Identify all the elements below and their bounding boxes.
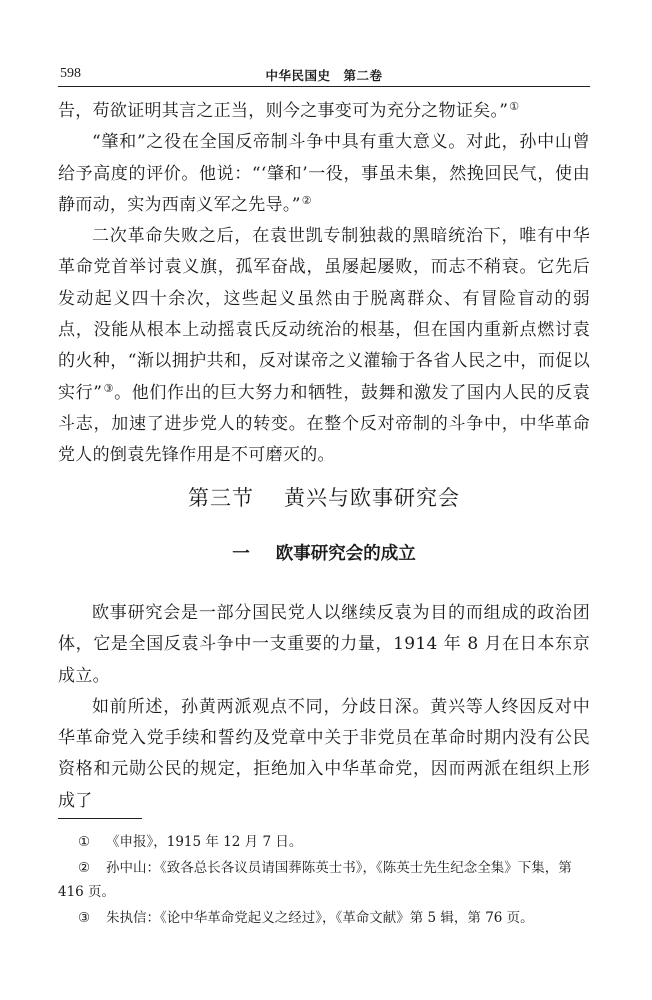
paragraph-text: 二次革命失败之后，在袁世凯专制独裁的黑暗统治下，唯有中华革命党首举讨袁义旗，孤军奋战，虽屡起屡败，而志不稍衰。它先后发动起义四十余次，这些起义虽然由于脱离群众、有冒险盲动的弱点，没能从根本上动摇袁氏反动统治的根基，但在国内重新点燃讨袁的火种，“渐以拥护共和，反对谋帝之义灌输于各省人民之中，而促以实行”	[58, 226, 590, 403]
subsection-title: 欧事研究会的成立	[275, 544, 416, 564]
book-page	[58, 0, 590, 1000]
footnote-text: 《申报》，1915 年 12 月 7 日。	[106, 834, 303, 850]
footnote-ref-3[interactable]: ③	[103, 381, 115, 395]
subsection-number: 一	[232, 544, 250, 564]
footnote-text: 朱执信：《论中华革命党起义之经过》，《革命文献》第 5 辑，第 76 页。	[106, 910, 534, 926]
footnote-mark: ②	[78, 860, 91, 876]
subsection-heading	[58, 540, 590, 565]
footnote-ref-2[interactable]: ②	[301, 193, 312, 207]
footnote-3	[58, 906, 590, 930]
section-title: 黄兴与欧事研究会	[284, 486, 460, 510]
footnote-mark: ③	[78, 910, 91, 926]
running-title: 中华民国史 第二卷	[265, 68, 383, 83]
footnotes	[58, 830, 590, 932]
paragraph-text: 告，苟欲证明其言之正当，则今之事变可为充分之物证矣。”	[58, 101, 509, 121]
paragraph-founding: 欧事研究会是一部分国民党人以继续反袁为目的而组成的政治团体，它是全国反袁斗争中一支重要的力量，1914 年 8 月在日本东京成立。	[58, 603, 590, 686]
paragraph-text: 。他们作出的巨大努力和牺牲，鼓舞和激发了国内人民的反袁斗志，加速了进步党人的转变。在整个反对帝制的斗争中，中华革命党人的倒袁先锋作用是不可磨灭的。	[58, 382, 590, 466]
section-heading	[58, 482, 590, 512]
page-header	[58, 64, 590, 87]
paragraph-second-revolution	[58, 221, 590, 471]
footnote-1	[58, 830, 590, 854]
body-text-top	[58, 96, 590, 472]
paragraph-continued	[58, 96, 590, 127]
footnote-divider	[58, 818, 142, 819]
footnote-mark: ①	[78, 834, 91, 850]
paragraph-zhaohe	[58, 127, 590, 221]
page-number: 598	[60, 66, 81, 81]
paragraph-split: 如前所述，孙黄两派观点不同，分歧日深。黄兴等人终因反对中华革命党入党手续和誓约及党章中关于非党员在革命时期内没有公民资格和元勋公民的规定，拒绝加入中华革命党，因而两派在组织上形成了	[58, 696, 590, 811]
footnote-text: 孙中山：《致各总长各议员请国葬陈英士书》，《陈英士先生纪念全集》下集，第 416 页。	[58, 860, 572, 900]
body-text-bottom	[58, 598, 590, 817]
paragraph-text: “肇和”之役在全国反帝制斗争中具有重大意义。对此，孙中山曾给予高度的评价。他说：“‘肇和’一役，事虽未集，然挽回民气，使由静而动，实为西南义军之先导。”	[58, 132, 590, 215]
section-number: 第三节	[188, 486, 254, 510]
footnote-2	[58, 856, 590, 904]
footnote-ref-1[interactable]: ①	[509, 100, 520, 113]
